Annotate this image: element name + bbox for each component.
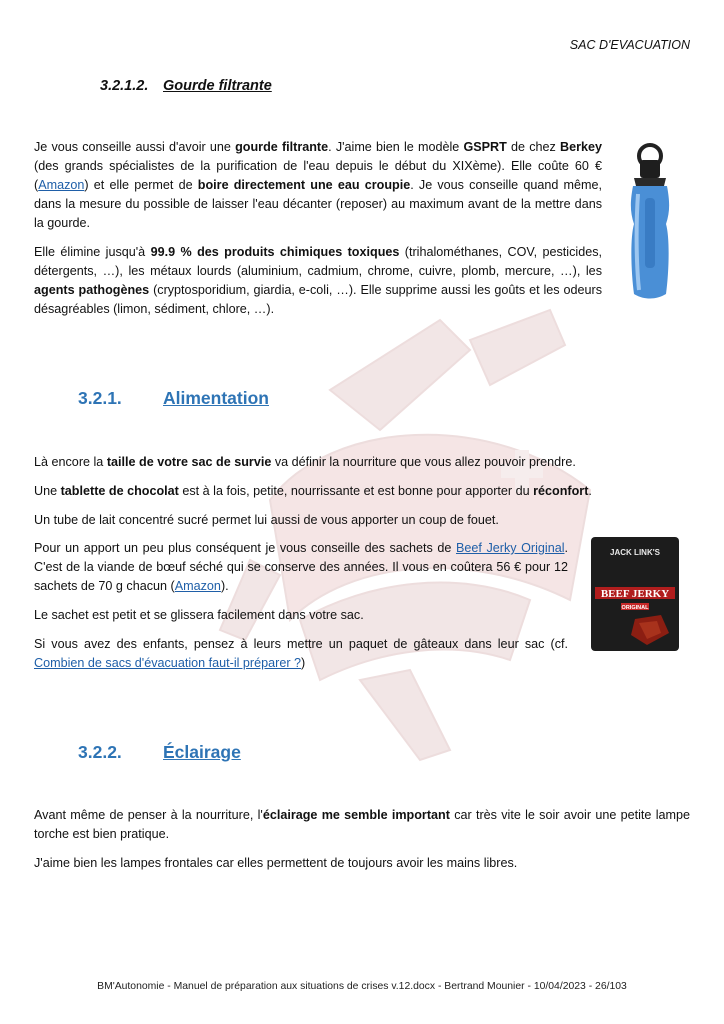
paragraph-taille-sac: Là encore la taille de votre sac de survie va définir la nourriture que vous allez pouvoir prendre.: [34, 455, 576, 469]
paragraph-lampes-frontales: J'aime bien les lampes frontales car elles permettent de toujours avoir les mains libres.: [34, 856, 518, 870]
page-footer: BM'Autonomie - Manuel de préparation aux situations de crises v.12.docx - Bertrand Mounier - 10/04/2023 - 26/103: [97, 981, 627, 992]
paragraph-eclairage: Avant même de penser à la nourriture, l'éclairage me semble important car très vite le soir avoir une petite lampe torche est bien pratique.: [34, 808, 690, 841]
combien-sacs-link[interactable]: Combien de sacs d'évacuation faut-il préparer ?: [34, 656, 302, 670]
heading-title: Gourde filtrante: [163, 78, 272, 94]
paragraph-lait-concentre: Un tube de lait concentré sucré permet lui aussi de vous apporter un coup de fouet.: [34, 513, 499, 527]
paragraph-enfants: Si vous avez des enfants, pensez à leurs mettre un paquet de gâteaux dans leur sac (cf. Combien de sacs d'évacuation faut-il préparer ?): [34, 637, 568, 670]
paragraph-sachet: Le sachet est petit et se glissera facilement dans votre sac.: [34, 608, 364, 622]
amazon-link[interactable]: Amazon: [174, 579, 221, 593]
pack-product: BEEF JERKY: [600, 588, 670, 600]
heading-alimentation: [78, 389, 269, 408]
heading-number: 3.2.1.2.: [100, 78, 149, 94]
heading-number: 3.2.2.: [78, 742, 122, 762]
paragraph-chocolat: Une tablette de chocolat est à la fois, petite, nourrissante et est bonne pour apporter du réconfort.: [34, 484, 592, 498]
amazon-link[interactable]: Amazon: [38, 178, 85, 192]
heading-number: 3.2.1.: [78, 388, 122, 408]
multitool-watermark: [210, 300, 630, 770]
filter-bottle-image: [624, 142, 672, 302]
pack-brand: JACK LINK'S: [610, 548, 660, 557]
running-head: SAC D'EVACUATION: [569, 38, 690, 52]
beef-jerky-link[interactable]: Beef Jerky Original: [455, 541, 565, 555]
heading-title: Éclairage: [163, 742, 241, 762]
heading-gourde-filtrante: [100, 77, 272, 96]
beef-jerky-image: [591, 537, 679, 651]
heading-title: Alimentation: [163, 388, 269, 408]
paragraph-gourde-intro: Je vous conseille aussi d'avoir une gourde filtrante. J'aime bien le modèle GSPRT de chez Berkey (des grands spécialistes de la purification de l'eau depuis le début du XIXème). Elle coûte 60 € (Amazon) et elle permet de boire directement une eau croupie. Je vous conseille quand même, dans la mesure du possible de laisser l'eau décanter (reposer) au maximum avant de la mettre dans la gourde.: [34, 140, 603, 230]
pack-flavor: ORIGINAL: [621, 605, 649, 611]
heading-eclairage: [78, 743, 241, 762]
paragraph-gourde-filtration: Elle élimine jusqu'à 99.9 % des produits chimiques toxiques (trihalométhanes, COV, pesticides, détergents, …), les métaux lourds (aluminium, cadmium, chrome, cuivre, plomb, mercure, …), les agents pathogènes (cryptosporidium, giardia, e-coli, …). Elle supprime aussi les goûts et les odeurs désagréables (limon, sédiment, chlore, …).: [34, 245, 602, 316]
paragraph-beef-jerky: Pour un apport un peu plus conséquent je vous conseille des sachets de Beef Jerky Original. C'est de la viande de bœuf séché qui se conserve des années. Il vous en coûtera 56 € pour 12 sachets de 70 g chacun (Amazon).: [34, 541, 568, 593]
